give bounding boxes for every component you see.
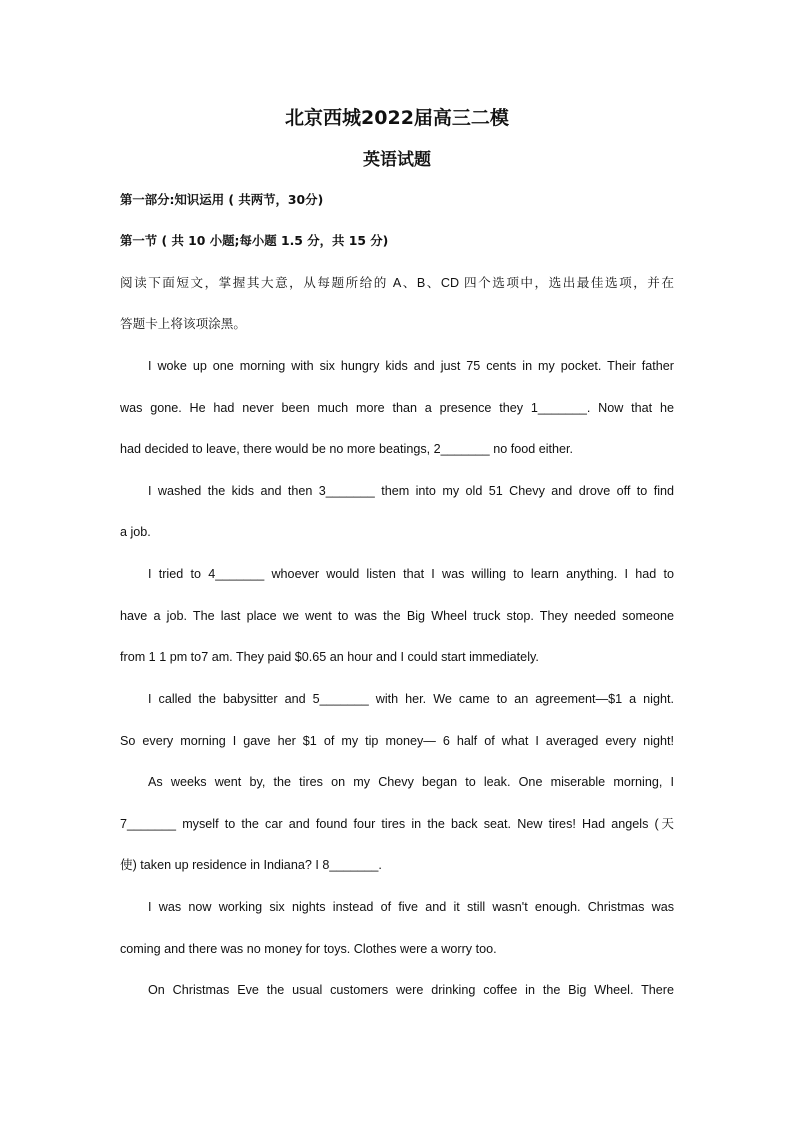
document-title: 北京西城2022届高三二模 (285, 107, 509, 129)
instructions-line-2: 答题卡上将该项涂黑。 (120, 317, 246, 331)
passage-line: I called the babysitter and 5_______ with her. We came to an agreement—$1 a night. (148, 692, 674, 706)
passage-line: 使) taken up residence in Indiana? I 8_______. (120, 858, 382, 872)
passage-line: I was now working six nights instead of five and it still wasn't enough. Christmas was (148, 900, 674, 914)
passage-line: a job. (120, 525, 151, 539)
passage-line: have a job. The last place we went to was the Big Wheel truck stop. They needed someone (120, 609, 674, 623)
section-heading: 第一节 ( 共 10 小题;每小题 1.5 分，共 15 分) (120, 233, 389, 248)
passage-line: from 1 1 pm to7 am. They paid $0.65 an hour and I could start immediately. (120, 650, 539, 664)
instructions-line-1: 阅读下面短文，掌握其大意，从每题所给的 A、B、CD 四个选项中，选出最佳选项，并在 (120, 276, 674, 290)
passage-line: was gone. He had never been much more than a presence they 1_______. Now that he (120, 401, 674, 415)
passage-line: had decided to leave, there would be no more beatings, 2_______ no food either. (120, 442, 574, 456)
passage-line: I tried to 4_______ whoever would listen that I was willing to learn anything. I had to (148, 567, 674, 581)
passage-line: 7_______ myself to the car and found four tires in the back seat. New tires! Had angels (天 (120, 817, 674, 831)
passage-line: I washed the kids and then 3_______ them into my old 51 Chevy and drove off to find (148, 484, 674, 498)
passage-line: So every morning I gave her $1 of my tip money— 6 half of what I averaged every night! (120, 734, 674, 748)
part-heading: 第一部分:知识运用 ( 共两节，30分) (120, 192, 324, 207)
passage-line: coming and there was no money for toys. Clothes were a worry too. (120, 942, 497, 956)
passage-line: I woke up one morning with six hungry kids and just 75 cents in my pocket. Their father (148, 359, 674, 373)
passage-line: As weeks went by, the tires on my Chevy began to leak. One miserable morning, I (148, 775, 674, 789)
document-subtitle: 英语试题 (363, 150, 431, 170)
passage-line: On Christmas Eve the usual customers were drinking coffee in the Big Wheel. There (148, 983, 674, 997)
